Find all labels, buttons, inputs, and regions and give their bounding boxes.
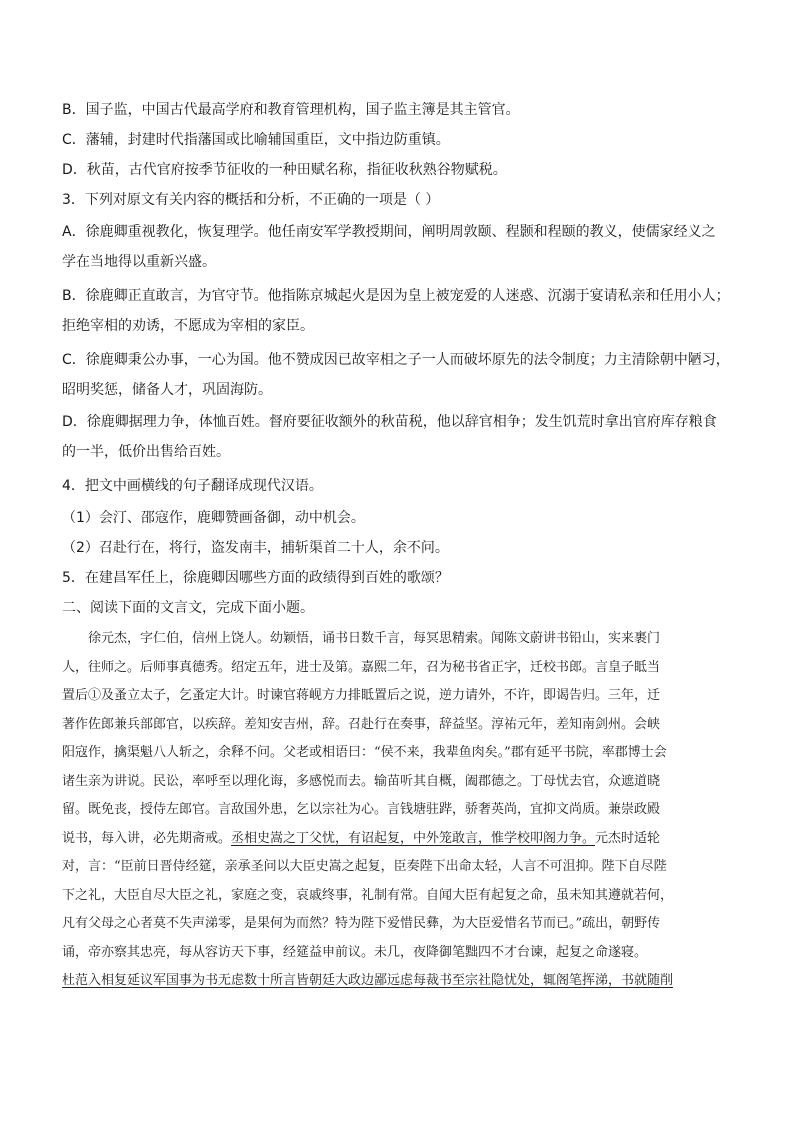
passage-line <box>62 768 734 797</box>
question-3-option-b: B．徐鹿卿正直敢言，为官守节。他指陈京城起火是因为皇上被宠爱的人迷惑、沉溺于宴请私亲和任用小人； 拒绝宰相的劝诱，不愿成为宰相的家臣。 <box>62 288 730 334</box>
passage-line <box>62 939 734 968</box>
underlined-sentence: 丞相史嵩之丁父忧，有诏起复，中外笼敢言，惟学校叩阁力争。 <box>231 830 596 846</box>
question-4: 4．把文中画横线的句子翻译成现代汉语。 <box>62 478 323 494</box>
passage-text: 著作佐郎兼兵部郎官，以疾辞。差知安吉州，辞。召赴行在奏事，辞益坚。淳祐元年，差知南剑州。会峡 <box>62 716 661 732</box>
passage-text: 对，言：“臣前日晋侍经筵，亲承圣问以大臣史嵩之起复，臣奏陛下出命太轻，人言不可沮抑。陛下自尽陛 <box>62 859 667 874</box>
classical-passage <box>62 625 734 996</box>
passage-text: 下之礼，大臣自尽大臣之礼，家庭之变，哀戚终事，礼制有常。自闻大臣有起复之命，虽未知其遵就若何， <box>62 887 674 903</box>
question-3: 3．下列对原文有关内容的概括和分析，不正确的一项是（ ） <box>62 192 440 208</box>
passage-text: 阳寇作，擒渠魁八人斩之，余释不问。父老或相语曰：“侯不来，我辈鱼肉矣。”郡有延平书院，率郡博士会 <box>62 745 667 760</box>
passage-line <box>62 625 734 654</box>
question-3-option-a: A．徐鹿卿重视教化，恢复理学。他任南安军学教授期间，阐明周敦颐、程颢和程颐的教义，使儒家经义之 学在当地得以重新兴盛。 <box>62 224 716 270</box>
question-3-option-d: D．徐鹿卿据理力争，体恤百姓。督府要征收额外的秋苗税，他以辞官相争；发生饥荒时拿出官府库存粮食 的一半，低价出售给百姓。 <box>62 414 717 460</box>
question-4-part-2: （2）召赴行在，将行，盗发南丰，捕斩渠首二十人，余不问。 <box>62 540 449 556</box>
passage-line <box>62 825 734 854</box>
passage-text: 说书，每入讲，必先期斋戒。 <box>62 830 232 846</box>
passage-text: 留。既免丧，授侍左郎官。言敌国外患，乞以宗社为心。言钱塘驻跸，骄奢英尚，宜抑文尚质。兼崇政殿 <box>62 802 661 817</box>
passage-line <box>62 654 734 683</box>
option-d: D．秋苗，古代官府按季节征收的一种田赋名称，指征收秋熟谷物赋税。 <box>62 162 507 178</box>
passage-text: 徐元杰，字仁伯，信州上饶人。幼颖悟，诵书日数千言，每冥思精索。闻陈文蔚讲书铅山，实来裹门 <box>88 631 661 646</box>
passage-line <box>62 910 734 939</box>
passage-line <box>62 796 734 825</box>
question-4-part-1: （1）会汀、邵寇作，鹿卿赞画备御，动中机会。 <box>62 510 365 526</box>
section-heading: 二、阅读下面的文言文，完成下面小题。 <box>62 600 314 616</box>
question-3-option-c: C．徐鹿卿秉公办事，一心为国。他不赞成因已故宰相之子一人而破坏原先的法令制度；力主清除朝中陋习， 昭明奖惩，储备人才，巩固海防。 <box>62 352 730 398</box>
option-b: B．国子监，中国古代最高学府和教育管理机构，国子监主簿是其主管官。 <box>62 102 520 118</box>
passage-text: 诸生亲为讲说。民讼，率呼至以理化诲，多感悦而去。输苗听其自概，阖郡德之。丁母忧去官，众遮道晓 <box>62 773 661 789</box>
passage-text: 诵，帝亦察其忠亮，每从容访天下事，经筵益申前议。未几，夜降御笔黜四不才台谏，起复之命遂寝。 <box>62 944 648 960</box>
passage-line <box>62 739 734 768</box>
passage-line-underlined: 杜范入相复延议军国事为书无虑数十所言皆朝廷大政边鄙远虑每裁书至宗社隐忧处，辄阁笔挥涕，书就随削 <box>62 973 674 988</box>
passage-text: 元杰时适轮 <box>595 830 661 846</box>
question-5: 5．在建昌军任上，徐鹿卿因哪些方面的政绩得到百姓的歌颂？ <box>62 570 449 586</box>
passage-line <box>62 682 734 711</box>
passage-line <box>62 711 734 740</box>
option-c: C．藩辅，封建时代指藩国或比喻辅国重臣，文中指边防重镇。 <box>62 132 450 148</box>
passage-text: 人，往师之。后师事真德秀。绍定五年，进士及第。嘉熙二年，召为秘书省正字，迁校书郎。言皇子眡当 <box>62 659 661 675</box>
passage-line <box>62 853 734 882</box>
passage-text: 凡有父母之心者莫不失声涕零，是果何为而然？特为陛下爱惜民彝，为大臣爱惜名节而已。”疏出，朝野传 <box>62 916 661 931</box>
passage-line <box>62 882 734 911</box>
passage-text: 置后①及蚤立太子，乞蚤定大计。时谏官蒋岘方力排眡置后之说，逆力请外，不许，即谒告归。三年，迁 <box>62 688 661 703</box>
